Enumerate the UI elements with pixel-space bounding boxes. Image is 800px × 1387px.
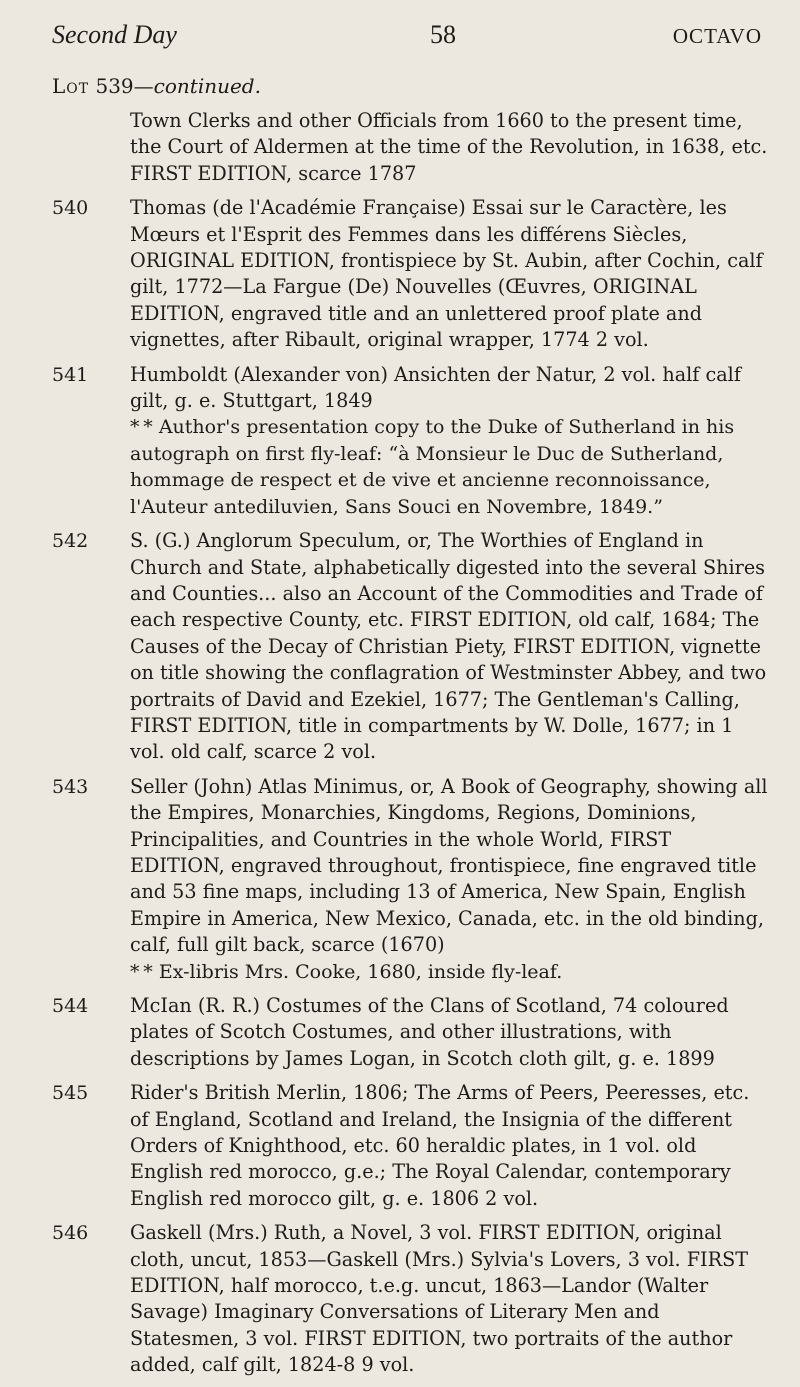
lot-note: * * Author's presentation copy to the Duke of Sutherland in his autograph on first fly-leaf: “à Monsieur le Duc de Sutherland, hommage de respect et de vive et ancienne reconnoissance, l'Auteur antediluvien, Sans Souci en Novembre, 1849.” — [130, 416, 735, 518]
lot-entry — [52, 1220, 772, 1378]
lot-entry — [52, 528, 772, 766]
lot-heading-continued: continued. — [153, 74, 261, 98]
lot-entry — [52, 1080, 772, 1212]
lot-description: Gaskell (Mrs.) Ruth, a Novel, 3 vol. FIRST EDITION, original cloth, uncut, 1853—Gaskell (Mrs.) Sylvia's Lovers, 3 vol. FIRST EDITION, half morocco, t.e.g. uncut, 1863—Landor (Walter Savage) Imaginary Conversations of Literary Men and Statesmen, 3 vol. FIRST EDITION, two portraits of the author added, calf gilt, 1824-8 9 vol. — [130, 1221, 749, 1377]
lot-description: Thomas (de l'Académie Française) Essai sur le Caractère, les Mœurs et l'Esprit des Femmes dans les différens Siècles, ORIGINAL EDITION, frontispiece by St. Aubin, after Cochin, calf gilt, 1772—La Fargue (De) Nouvelles (Œuvres, ORIGINAL EDITION, engraved title and an unlettered proof plate and vignettes, after Ribault, original wrapper, 1774 2 vol. — [130, 196, 763, 352]
lot-entry — [52, 362, 772, 520]
lot-number: 540 — [52, 197, 89, 220]
lot-word: Lot — [52, 74, 90, 98]
page-number: 58 — [430, 20, 456, 49]
lot-number: 546 — [52, 1222, 89, 1245]
lot-note: * * Ex-libris Mrs. Cooke, 1680, inside fly-leaf. — [130, 960, 563, 983]
page-header — [52, 20, 762, 54]
lot-539-continuation: Town Clerks and other Officials from 1660 to the present time, the Court of Aldermen at the time of the Revolution, in 1638, etc. FIRST EDITION, scarce 1787 — [130, 109, 768, 185]
lot-description: Seller (John) Atlas Minimus, or, A Book of Geography, showing all the Empires, Monarchies, Kingdoms, Regions, Dominions, Principalities, and Countries in the whole World, FIRST EDITION, engraved throughout, frontispiece, fine engraved title and 53 fine maps, including 13 of America, New Spain, English Empire in America, New Mexico, Canada, etc. in the old binding, calf, full gilt back, scarce (1670) — [130, 774, 768, 957]
lot-description: McIan (R. R.) Costumes of the Clans of Scotland, 74 coloured plates of Scotch Costumes, and other illustrations, with descriptions by James Logan, in Scotch cloth gilt, g. e. 1899 — [130, 994, 729, 1070]
lot-heading — [52, 74, 261, 98]
lot-number: 543 — [52, 775, 89, 798]
lot-entry — [52, 774, 772, 985]
lot-entry — [52, 993, 772, 1072]
lot-number: 544 — [52, 995, 89, 1017]
header-format: OCTAVO — [672, 24, 762, 48]
lot-description: S. (G.) Anglorum Speculum, or, The Worthies of England in Church and State, alphabetically digested into the several Shires and Counties... also an Account of the Commodities and Trade of each respective County, etc. FIRST EDITION, old calf, 1684; The Causes of the Decay of Christian Piety, FIRST EDITION, vignette on title showing the conflagration of Westminster Abbey, and two portraits of David and Ezekiel, 1677; The Gentleman's Calling, FIRST EDITION, title in compartments by W. Dolle, 1677; in 1 vol. old calf, scarce 2 vol. — [130, 529, 767, 764]
lot-description: Humboldt (Alexander von) Ansichten der Natur, 2 vol. half calf gilt, g. e. Stuttgart, 1849 — [130, 362, 741, 413]
lot-number: 541 — [52, 363, 89, 386]
lot-entry — [52, 195, 772, 353]
lot-description: Rider's British Merlin, 1806; The Arms of Peers, Peeresses, etc. of England, Scotland and Ireland, the Insignia of the different Orders of Knighthood, etc. 60 heraldic plates, in 1 vol. old English red morocco, g.e.; The Royal Calendar, contemporary English red morocco gilt, g. e. 1806 2 vol. — [130, 1081, 750, 1210]
header-day: Second Day — [52, 20, 177, 49]
lot-list — [52, 108, 772, 1387]
lot-heading-number: 539— — [95, 74, 154, 98]
lot-number: 545 — [52, 1082, 89, 1105]
lot-number: 542 — [52, 530, 89, 553]
